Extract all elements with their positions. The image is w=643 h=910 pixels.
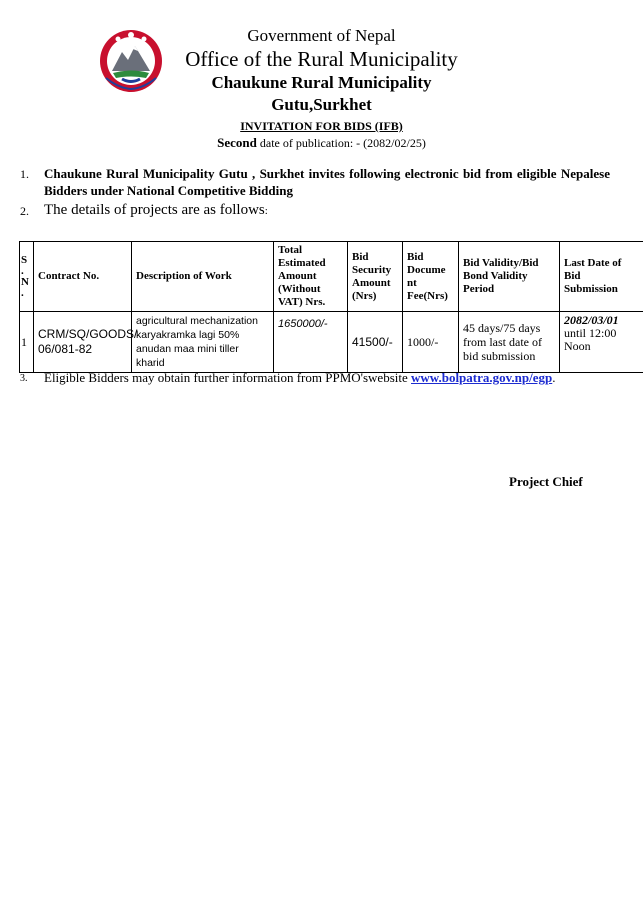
header-municipality: Chaukune Rural Municipality — [211, 73, 432, 92]
cell-doc-fee: 1000/- — [403, 312, 459, 373]
col-header-validity: Bid Validity/Bid Bond Validity Period — [459, 242, 560, 312]
header-location: Gutu,Surkhet — [271, 95, 372, 114]
list-item-details — [20, 202, 610, 219]
ppmo-website-link[interactable]: www.bolpatra.gov.np/egp — [411, 370, 553, 385]
further-info-text: Eligible Bidders may obtain further information from PPMO'swebsite — [44, 370, 412, 385]
cell-contract: CRM/SQ/GOODS/ 06/081-82 — [34, 312, 132, 373]
col-header-description: Description of Work — [132, 242, 274, 312]
bid-table — [19, 241, 643, 373]
ifb-title: INVITATION FOR BIDS (IFB) — [240, 119, 403, 133]
col-header-doc-fee: Bid Docume nt Fee(Nrs) — [403, 242, 459, 312]
list-number: 3. — [20, 373, 28, 384]
cell-security: 41500/- — [348, 312, 403, 373]
details-text: The details of projects are as follows — [44, 202, 265, 218]
table-row — [20, 312, 643, 373]
invitation-text: Chaukune Rural Municipality Gutu , Surkhet invites following electronic bid from eligible Nepalese Bidders under National Competitive Bidding — [44, 166, 610, 198]
col-header-sn: S . N . — [20, 242, 34, 312]
list-item-further-info — [20, 370, 610, 386]
publication-rest: date of publication: - (2082/02/25) — [256, 136, 426, 150]
list-item-invitation — [20, 165, 610, 199]
publication-prefix: Second — [217, 135, 257, 150]
cell-description: agricultural mechanization karyakramka lagi 50% anudan maa mini tiller kharid — [132, 312, 274, 373]
col-header-contract: Contract No. — [34, 242, 132, 312]
last-date-value: 2082/03/01 — [564, 313, 619, 327]
publication-date — [0, 135, 643, 151]
signature-project-chief: Project Chief — [509, 474, 583, 489]
cell-sn: 1 — [20, 312, 34, 373]
cell-last-date — [560, 312, 643, 373]
col-header-security: Bid Security Amount (Nrs) — [348, 242, 403, 312]
list-number: 1. — [20, 167, 29, 181]
details-colon: : — [264, 205, 268, 217]
list-number: 2. — [20, 204, 29, 218]
header-office: Office of the Rural Municipality — [185, 47, 458, 71]
last-date-time: until 12:00 Noon — [564, 326, 617, 353]
further-info-period: . — [552, 370, 556, 385]
col-header-total: Total Estimated Amount (Without VAT) Nrs. — [274, 242, 348, 312]
cell-total: 1650000/- — [274, 312, 348, 373]
cell-validity: 45 days/75 days from last date of bid submission — [459, 312, 560, 373]
col-header-last-date: Last Date of Bid Submission — [560, 242, 643, 312]
header-government: Government of Nepal — [247, 26, 396, 45]
table-header-row — [20, 242, 643, 312]
